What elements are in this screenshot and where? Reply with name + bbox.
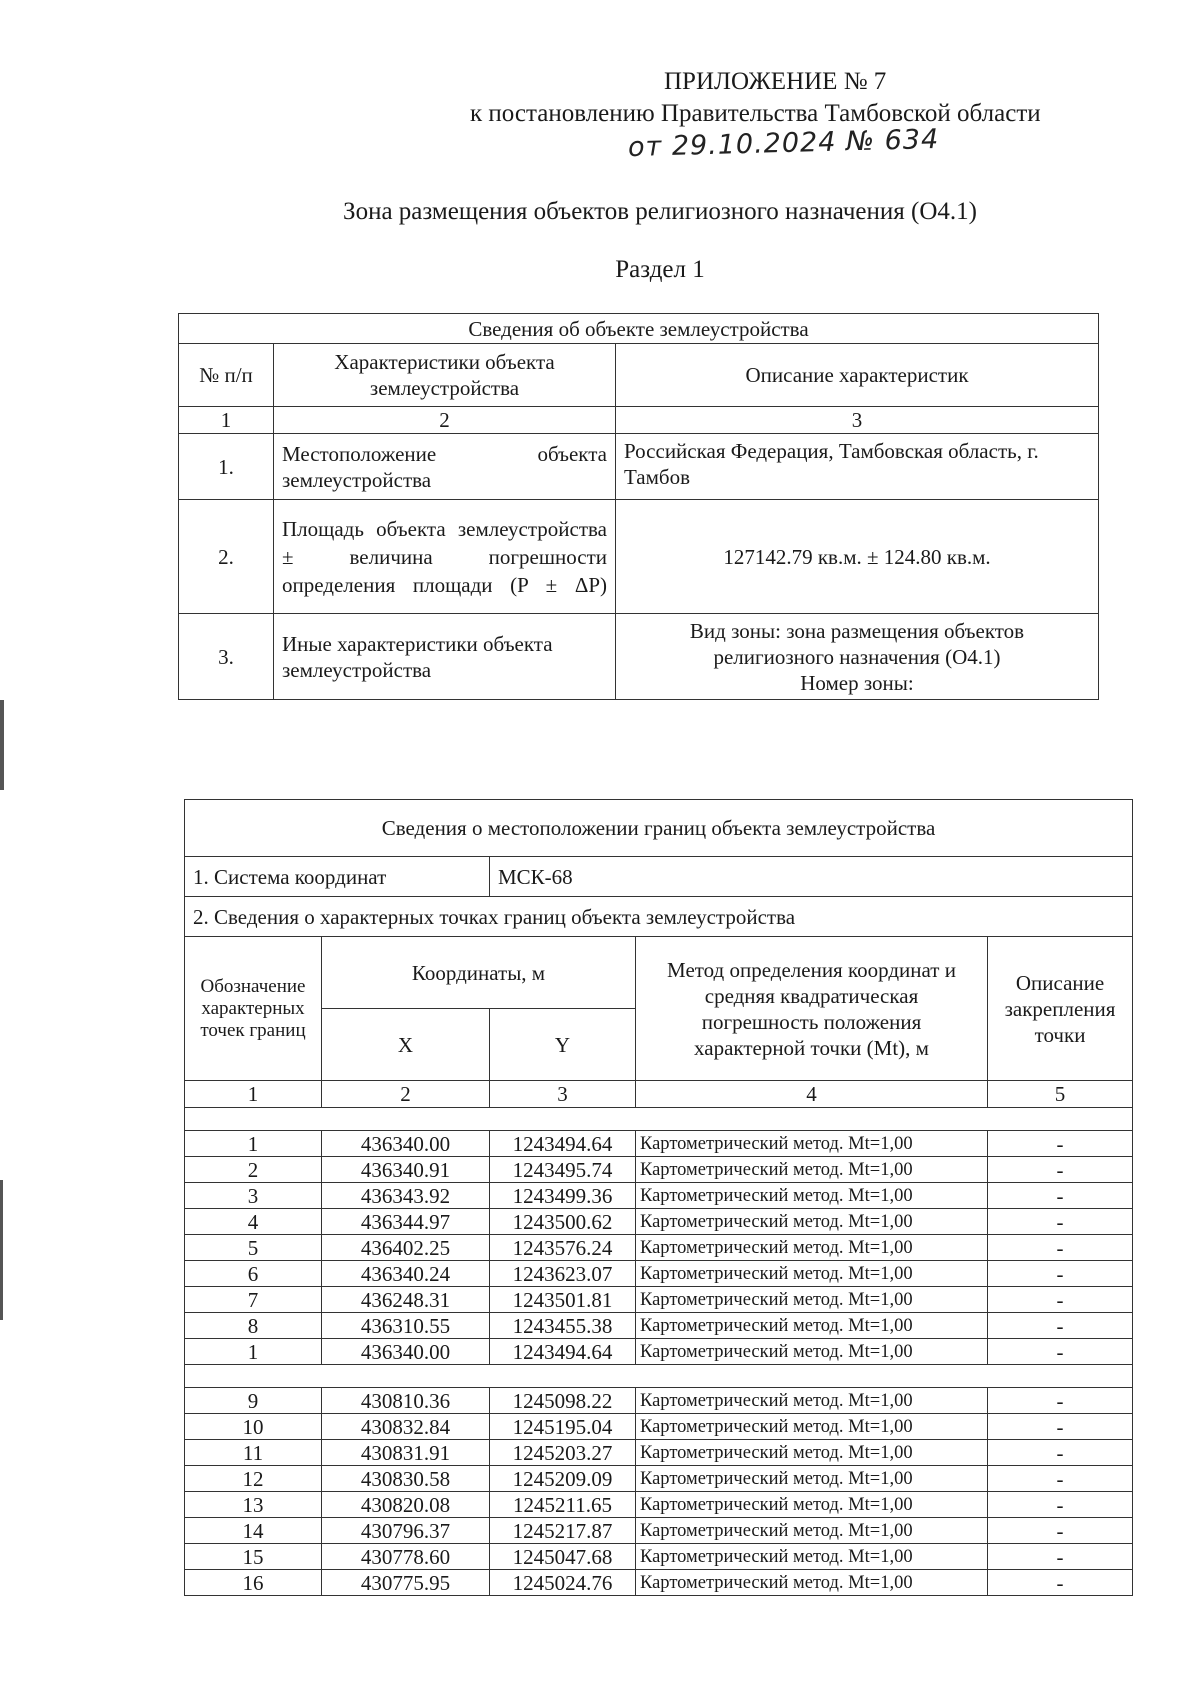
document-title: Зона размещения объектов религиозного назначения (О4.1) — [343, 198, 977, 225]
col-number: 3 — [616, 407, 1099, 434]
coord-y: 1245203.27 — [490, 1440, 636, 1466]
header-num: № п/п — [179, 344, 274, 407]
fixing: - — [988, 1570, 1133, 1596]
table-row — [185, 1492, 1133, 1518]
coord-y: 1245217.87 — [490, 1518, 636, 1544]
table-row — [185, 1570, 1133, 1596]
table-row — [185, 1414, 1133, 1440]
table-row — [185, 1157, 1133, 1183]
col-number: 2 — [274, 407, 616, 434]
method: Картометрический метод. Mt=1,00 — [636, 1287, 988, 1313]
point-id: 6 — [185, 1261, 322, 1287]
method: Картометрический метод. Mt=1,00 — [636, 1131, 988, 1157]
point-id: 8 — [185, 1313, 322, 1339]
point-id: 1 — [185, 1131, 322, 1157]
coord-x: 430775.95 — [322, 1570, 490, 1596]
row-description — [616, 614, 1099, 700]
method: Картометрический метод. Mt=1,00 — [636, 1339, 988, 1365]
method: Картометрический метод. Mt=1,00 — [636, 1209, 988, 1235]
fixing: - — [988, 1544, 1133, 1570]
coord-x: 430778.60 — [322, 1544, 490, 1570]
point-group-1 — [185, 1108, 1133, 1365]
point-id: 10 — [185, 1414, 322, 1440]
fixing: - — [988, 1261, 1133, 1287]
header-characteristic: Характеристики объекта землеустройства — [274, 344, 616, 407]
header-description: Описание характеристик — [616, 344, 1099, 407]
method: Картометрический метод. Mt=1,00 — [636, 1235, 988, 1261]
fixing: - — [988, 1518, 1133, 1544]
coord-x: 430810.36 — [322, 1388, 490, 1414]
fixing: - — [988, 1313, 1133, 1339]
coord-x: 430830.58 — [322, 1466, 490, 1492]
row-description: 127142.79 кв.м. ± 124.80 кв.м. — [616, 500, 1099, 614]
group-separator — [185, 1365, 1133, 1388]
coord-x: 436340.91 — [322, 1157, 490, 1183]
table-row — [185, 1235, 1133, 1261]
fixing: - — [988, 1183, 1133, 1209]
description-line: Вид зоны: зона размещения объектов — [689, 618, 1025, 643]
method: Картометрический метод. Mt=1,00 — [636, 1388, 988, 1414]
coord-x: 436310.55 — [322, 1313, 490, 1339]
coord-y: 1245098.22 — [490, 1388, 636, 1414]
coord-x: 436340.24 — [322, 1261, 490, 1287]
fixing: - — [988, 1235, 1133, 1261]
method: Картометрический метод. Mt=1,00 — [636, 1414, 988, 1440]
point-id: 4 — [185, 1209, 322, 1235]
point-group-2 — [185, 1365, 1133, 1596]
header-coords: Координаты, м — [322, 937, 636, 1009]
coord-x: 436340.00 — [322, 1131, 490, 1157]
coord-y: 1243455.38 — [490, 1313, 636, 1339]
section1-title: Раздел 1 — [615, 256, 705, 283]
method: Картометрический метод. Mt=1,00 — [636, 1518, 988, 1544]
col-number: 1 — [179, 407, 274, 434]
coord-x: 430796.37 — [322, 1518, 490, 1544]
row-characteristic: Иные характеристики объекта землеустройства — [274, 614, 616, 700]
coord-x: 436340.00 — [322, 1339, 490, 1365]
point-id: 14 — [185, 1518, 322, 1544]
method: Картометрический метод. Mt=1,00 — [636, 1466, 988, 1492]
point-id: 12 — [185, 1466, 322, 1492]
coord-x: 430831.91 — [322, 1440, 490, 1466]
coord-y: 1243623.07 — [490, 1261, 636, 1287]
points-caption: 2. Сведения о характерных точках границ объекта землеустройства — [185, 897, 1133, 937]
handwritten-date: от 29.10.2024 № 634 — [627, 123, 940, 164]
col-number: 4 — [636, 1081, 988, 1108]
header-fixing: Описание закрепления точки — [988, 937, 1133, 1081]
row-num: 1. — [179, 434, 274, 500]
row-num: 2. — [179, 500, 274, 614]
table-row — [185, 1261, 1133, 1287]
method: Картометрический метод. Mt=1,00 — [636, 1570, 988, 1596]
fixing: - — [988, 1414, 1133, 1440]
table-row — [185, 1339, 1133, 1365]
coord-x: 436402.25 — [322, 1235, 490, 1261]
method: Картометрический метод. Mt=1,00 — [636, 1313, 988, 1339]
coord-x: 436344.97 — [322, 1209, 490, 1235]
header-method: Метод определения координат и средняя квадратическая погрешность положения характерной точки (Mt), м — [636, 937, 988, 1081]
coord-y: 1243494.64 — [490, 1131, 636, 1157]
table-caption: Сведения о местоположении границ объекта землеустройства — [185, 800, 1133, 857]
table-row — [185, 1544, 1133, 1570]
fixing: - — [988, 1131, 1133, 1157]
point-id: 15 — [185, 1544, 322, 1570]
table-caption: Сведения об объекте землеустройства — [179, 314, 1099, 344]
coord-x: 436248.31 — [322, 1287, 490, 1313]
point-id: 16 — [185, 1570, 322, 1596]
coord-system-label: 1. Система координат — [185, 857, 490, 897]
point-id: 1 — [185, 1339, 322, 1365]
method: Картометрический метод. Mt=1,00 — [636, 1440, 988, 1466]
coord-x: 430820.08 — [322, 1492, 490, 1518]
table-row — [185, 1518, 1133, 1544]
fixing: - — [988, 1287, 1133, 1313]
point-id: 11 — [185, 1440, 322, 1466]
point-id: 5 — [185, 1235, 322, 1261]
coord-x: 430832.84 — [322, 1414, 490, 1440]
coord-y: 1245024.76 — [490, 1570, 636, 1596]
table-row — [185, 1388, 1133, 1414]
table-row — [185, 1440, 1133, 1466]
coord-y: 1243495.74 — [490, 1157, 636, 1183]
table-row — [185, 1131, 1133, 1157]
coord-y: 1243494.64 — [490, 1339, 636, 1365]
coord-y: 1245211.65 — [490, 1492, 636, 1518]
fixing: - — [988, 1209, 1133, 1235]
coord-y: 1243500.62 — [490, 1209, 636, 1235]
group-separator — [185, 1108, 1133, 1131]
row-num: 3. — [179, 614, 274, 700]
fixing: - — [988, 1492, 1133, 1518]
row-description: Российская Федерация, Тамбовская область, г. Тамбов — [616, 434, 1099, 500]
table-row — [185, 1209, 1133, 1235]
coord-y: 1243576.24 — [490, 1235, 636, 1261]
description-line: религиозного назначения (О4.1) — [713, 644, 1001, 669]
method: Картометрический метод. Mt=1,00 — [636, 1544, 988, 1570]
coord-system-value: МСК-68 — [490, 857, 1133, 897]
point-id: 2 — [185, 1157, 322, 1183]
method: Картометрический метод. Mt=1,00 — [636, 1261, 988, 1287]
col-number: 2 — [322, 1081, 490, 1108]
point-id: 3 — [185, 1183, 322, 1209]
method: Картометрический метод. Mt=1,00 — [636, 1157, 988, 1183]
table-row — [185, 1183, 1133, 1209]
point-id: 7 — [185, 1287, 322, 1313]
coord-y: 1243501.81 — [490, 1287, 636, 1313]
section1-table — [178, 313, 1099, 700]
fixing: - — [988, 1466, 1133, 1492]
appendix-subtitle: к постановлению Правительства Тамбовской области — [470, 100, 1041, 127]
method: Картометрический метод. Mt=1,00 — [636, 1492, 988, 1518]
table-row — [185, 1287, 1133, 1313]
row-characteristic: Площадь объекта землеустройства ± величина погрешности определения площади (P ± ΔP) — [274, 500, 616, 614]
section2-table — [184, 799, 1133, 1596]
table-row — [185, 1466, 1133, 1492]
coord-y: 1243499.36 — [490, 1183, 636, 1209]
fixing: - — [988, 1157, 1133, 1183]
coord-x: 436343.92 — [322, 1183, 490, 1209]
description-line: Номер зоны: — [800, 670, 914, 695]
point-id: 13 — [185, 1492, 322, 1518]
coord-y: 1245047.68 — [490, 1544, 636, 1570]
header-x: X — [322, 1009, 490, 1081]
row-characteristic: Местоположение объекта землеустройства — [274, 434, 616, 500]
point-id: 9 — [185, 1388, 322, 1414]
method: Картометрический метод. Mt=1,00 — [636, 1183, 988, 1209]
col-number: 5 — [988, 1081, 1133, 1108]
separator-cell — [185, 1108, 1133, 1131]
fixing: - — [988, 1388, 1133, 1414]
table-row — [185, 1313, 1133, 1339]
col-number: 1 — [185, 1081, 322, 1108]
fixing: - — [988, 1339, 1133, 1365]
scan-artifact — [0, 700, 4, 790]
coord-y: 1245209.09 — [490, 1466, 636, 1492]
scan-artifact — [0, 1180, 3, 1320]
fixing: - — [988, 1440, 1133, 1466]
col-number: 3 — [490, 1081, 636, 1108]
appendix-title: ПРИЛОЖЕНИЕ № 7 — [664, 68, 887, 95]
separator-cell — [185, 1365, 1133, 1388]
header-y: Y — [490, 1009, 636, 1081]
header-point: Обозначение характерных точек границ — [185, 937, 322, 1081]
coord-y: 1245195.04 — [490, 1414, 636, 1440]
